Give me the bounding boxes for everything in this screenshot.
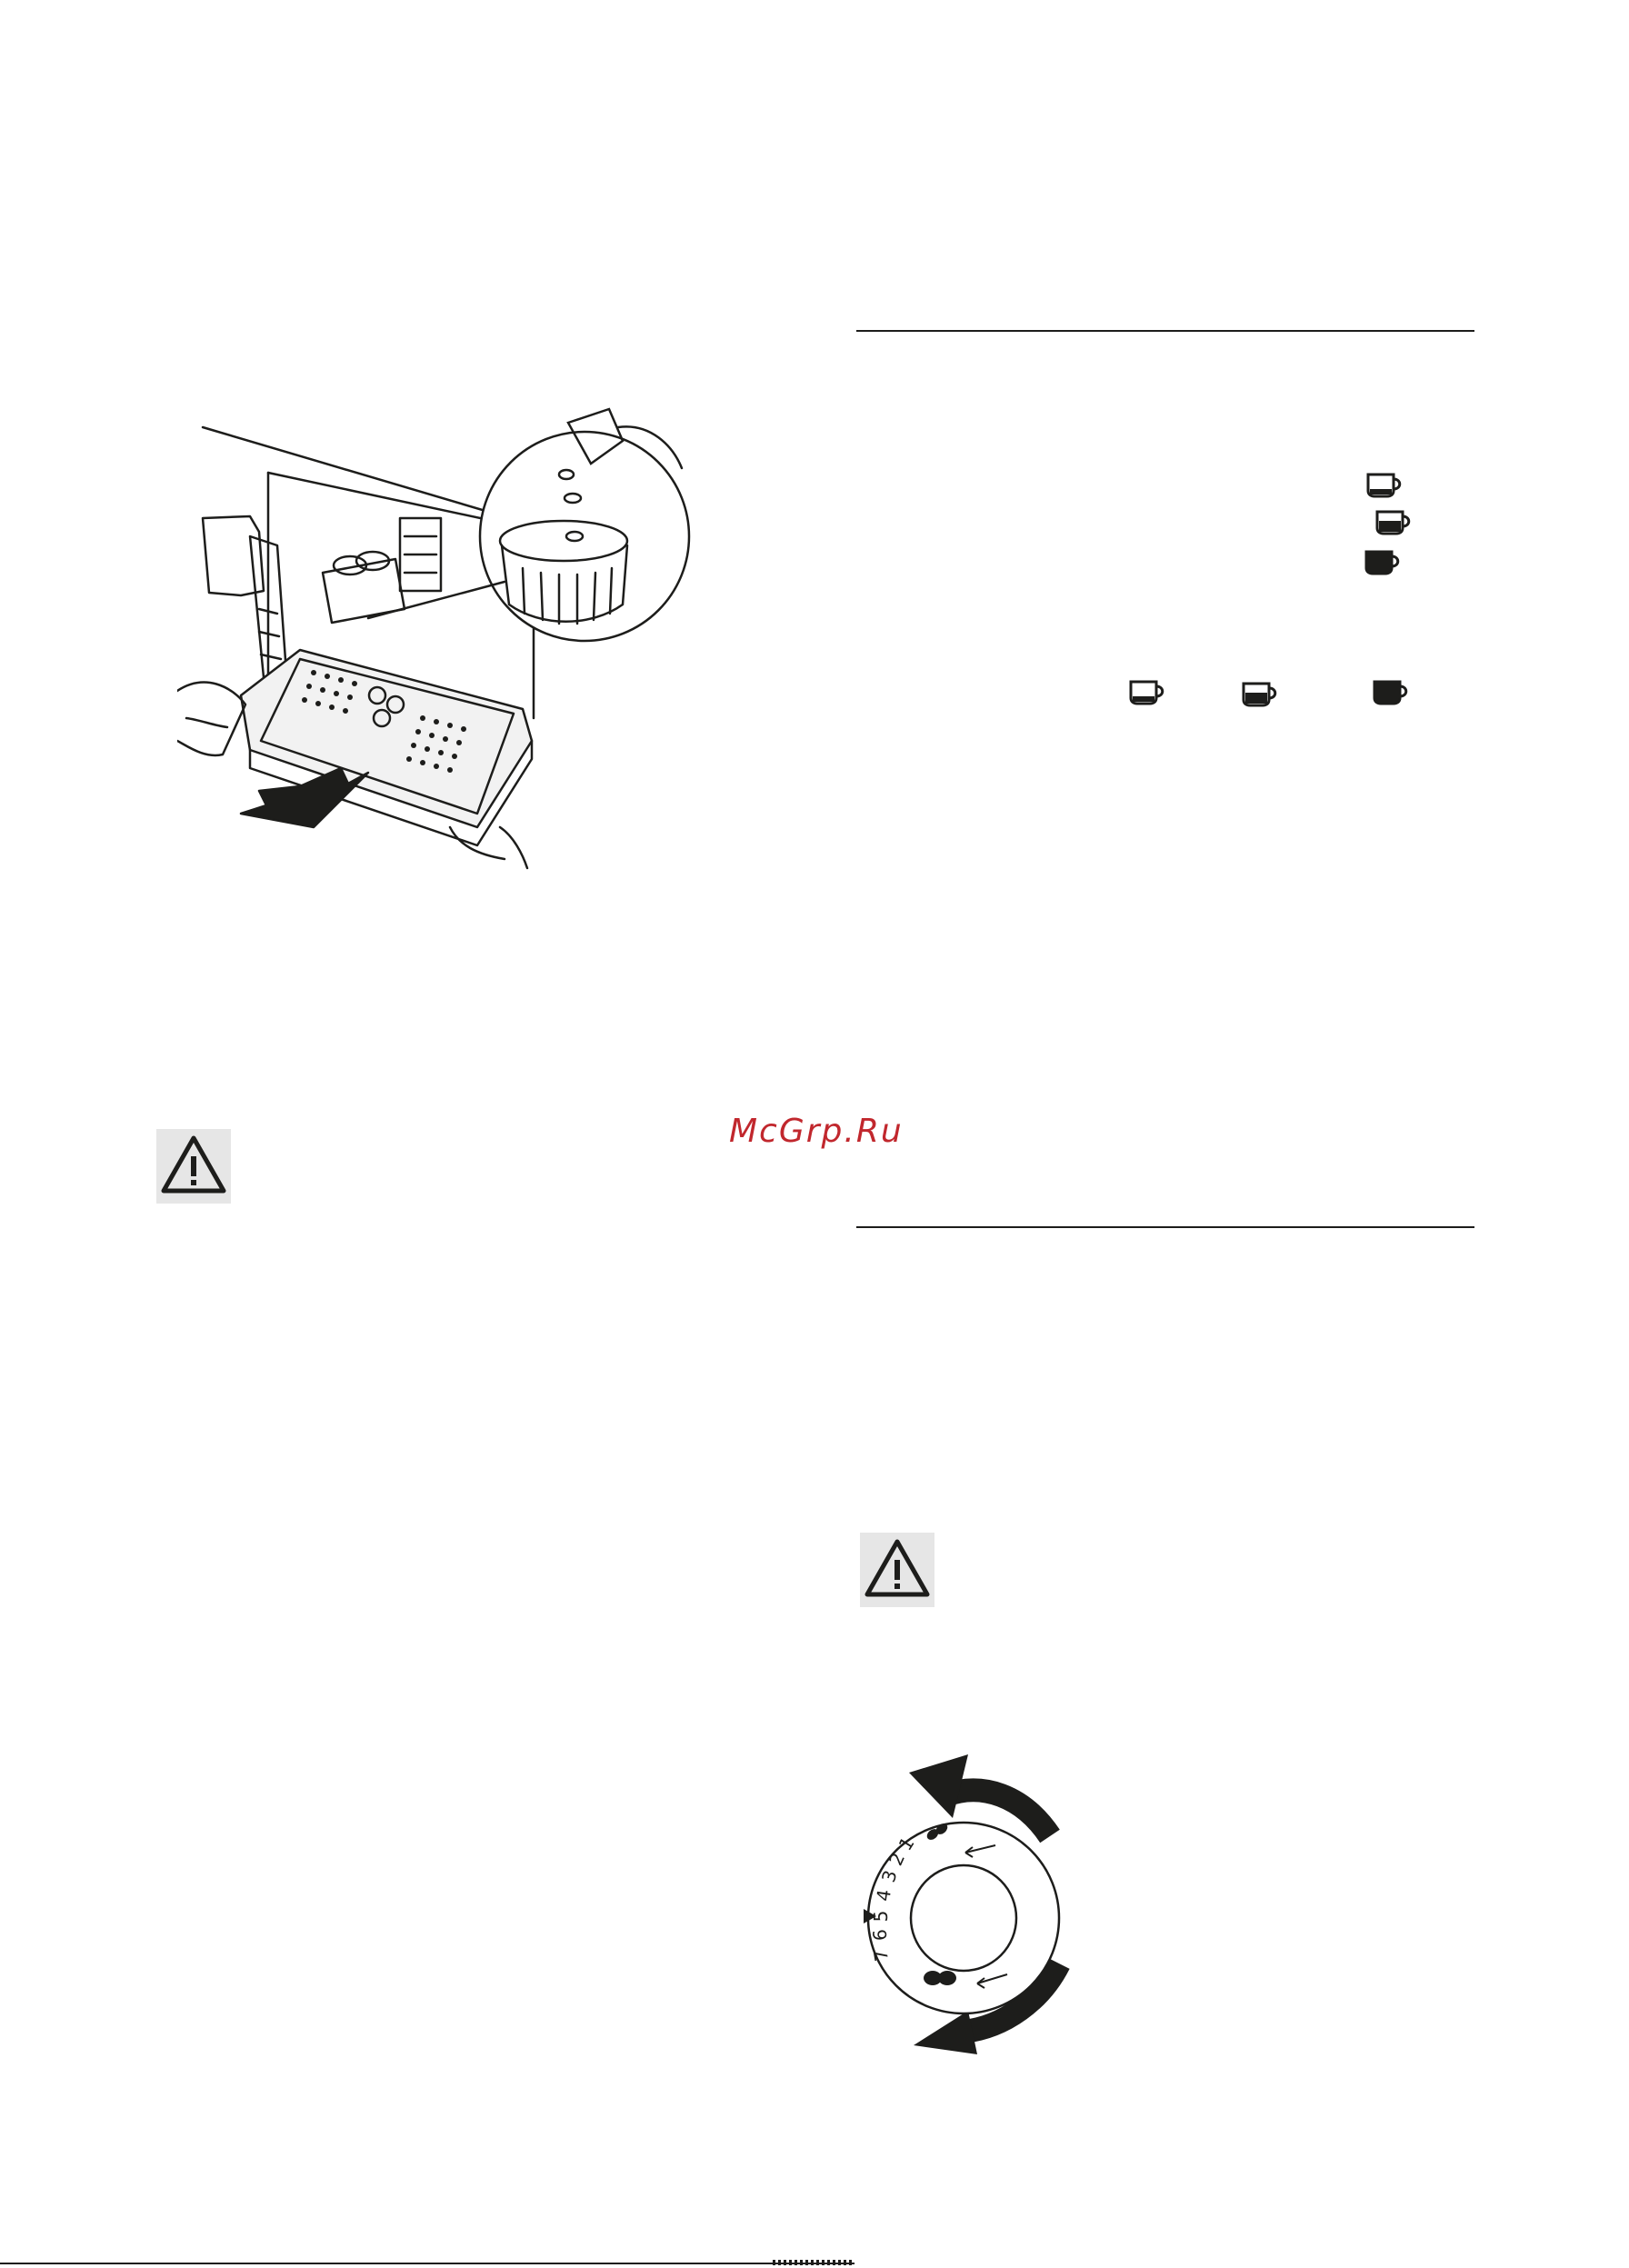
page-bottom-ticks xyxy=(773,2260,854,2265)
warning-triangle-icon xyxy=(156,1129,231,1204)
page-bottom-rule xyxy=(0,2263,854,2264)
warning-panel-bottom xyxy=(860,1533,934,1607)
dial-scale-6: 6 xyxy=(868,1928,892,1942)
section-divider-top xyxy=(856,330,1474,332)
cup-large-icon xyxy=(1364,548,1402,575)
dial-scale-4: 4 xyxy=(872,1888,895,1903)
dial-scale-2: 2 xyxy=(884,1849,910,1869)
dial-scale-1: 1 xyxy=(894,1833,919,1855)
section-divider-middle xyxy=(856,1226,1474,1228)
cup-medium-icon xyxy=(1241,680,1279,707)
cup-small-icon xyxy=(1128,678,1166,705)
warning-triangle-icon xyxy=(860,1533,934,1607)
warning-panel-top xyxy=(156,1129,231,1204)
dial-scale-5: 5 xyxy=(870,1910,892,1923)
cup-large-icon xyxy=(1372,678,1410,705)
cup-small-icon xyxy=(1365,471,1404,498)
drip-tray-removal-illustration xyxy=(177,400,773,873)
grind-adjustment-dial-illustration xyxy=(854,1745,1127,2073)
dial-scale-3: 3 xyxy=(876,1867,902,1885)
watermark-text: McGrp.Ru xyxy=(729,1113,904,1150)
cup-medium-icon xyxy=(1374,508,1413,535)
dial-scale-7: 7 xyxy=(869,1947,894,1963)
